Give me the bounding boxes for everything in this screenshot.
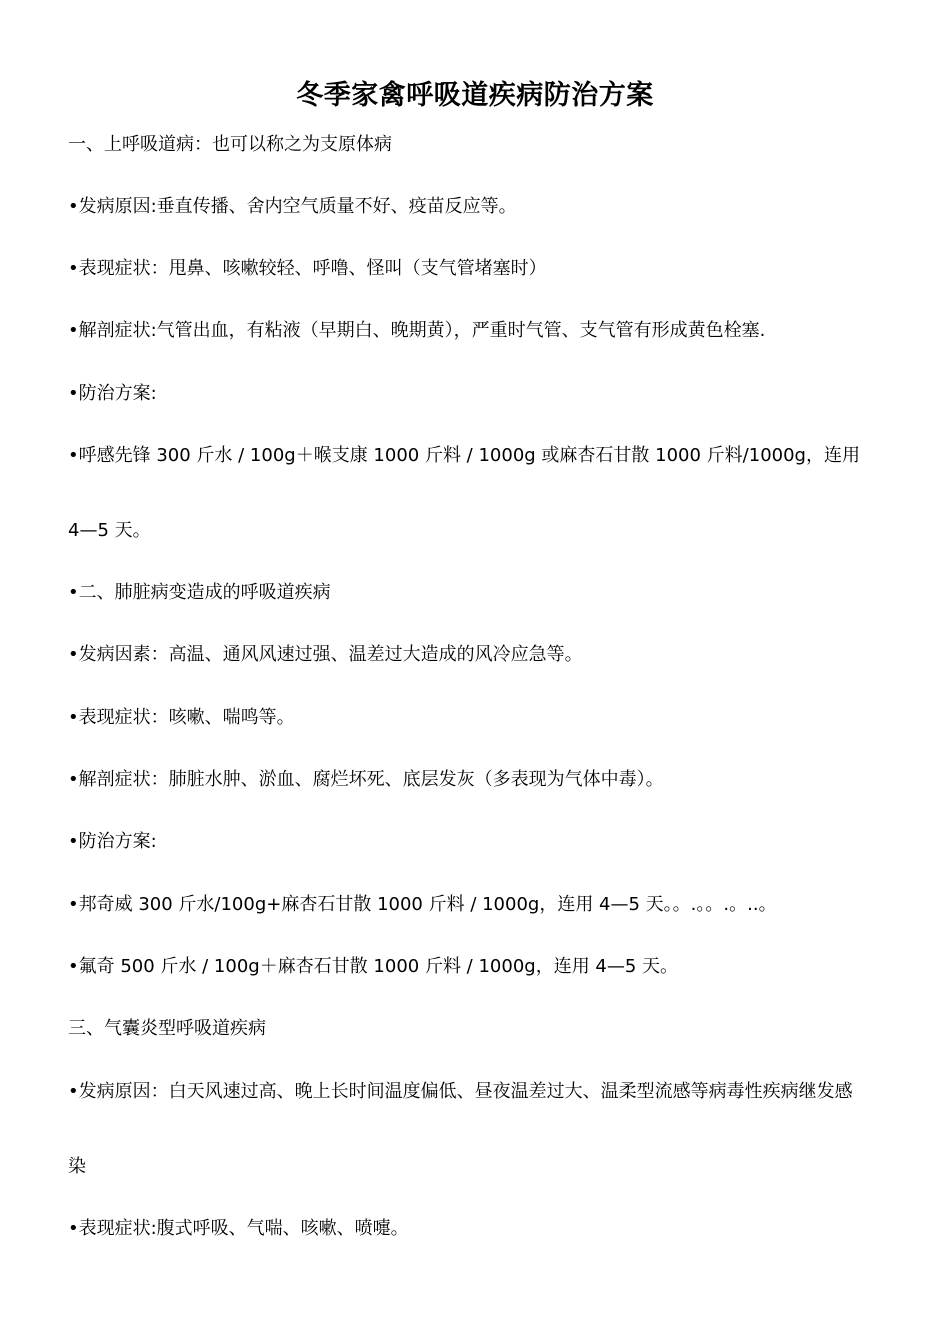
text-line: •发病原因:垂直传播、舍内空气质量不好、疫苗反应等。 [68, 196, 517, 217]
text-line: •发病因素：高温、通风风速过强、温差过大造成的风冷应急等。 [68, 644, 583, 665]
text-line: •发病原因：白天风速过高、晚上长时间温度偏低、昼夜温差过大、温柔型流感等病毒性疾病继发感 [68, 1081, 853, 1102]
text-line: •邦奇威 300 斤水/100g+麻杏石甘散 1000 斤料 / 1000g，连用 4—5 天。。.。。.。..。 [68, 894, 777, 915]
text-line: •解剖症状:气管出血，有粘液（早期白、晚期黄），严重时气管、支气管有形成黄色栓塞. [68, 320, 766, 341]
section-heading-air-sac: 三、气囊炎型呼吸道疾病 [68, 1018, 266, 1039]
text-line: •表现症状：甩鼻、咳嗽较轻、呼噜、怪叫（支气管堵塞时） [68, 258, 547, 279]
text-line: 4—5 天。 [68, 520, 151, 541]
text-line: •表现症状：咳嗽、喘鸣等。 [68, 707, 295, 728]
text-line: •防治方案: [68, 383, 157, 404]
text-line: •解剖症状：肺脏水肿、淤血、腐烂坏死、底层发灰（多表现为气体中毒）。 [68, 769, 664, 790]
text-line: •表现症状:腹式呼吸、气喘、咳嗽、喷嚏。 [68, 1218, 409, 1239]
section-heading-lung: •二、肺脏病变造成的呼吸道疾病 [68, 582, 331, 603]
text-line: 染 [68, 1156, 86, 1177]
text-line: •呼感先锋 300 斤水 / 100g＋喉支康 1000 斤料 / 1000g 或麻杏石甘散 1000 斤料/1000g，连用 [68, 445, 860, 466]
text-line: •氟奇 500 斤水 / 100g＋麻杏石甘散 1000 斤料 / 1000g，连用 4—5 天。 [68, 956, 679, 977]
document-title: 冬季家禽呼吸道疾病防治方案 [296, 80, 654, 111]
text-line: •防治方案: [68, 831, 157, 852]
section-heading-upper-respiratory: 一、上呼吸道病：也可以称之为支原体病 [68, 134, 392, 155]
